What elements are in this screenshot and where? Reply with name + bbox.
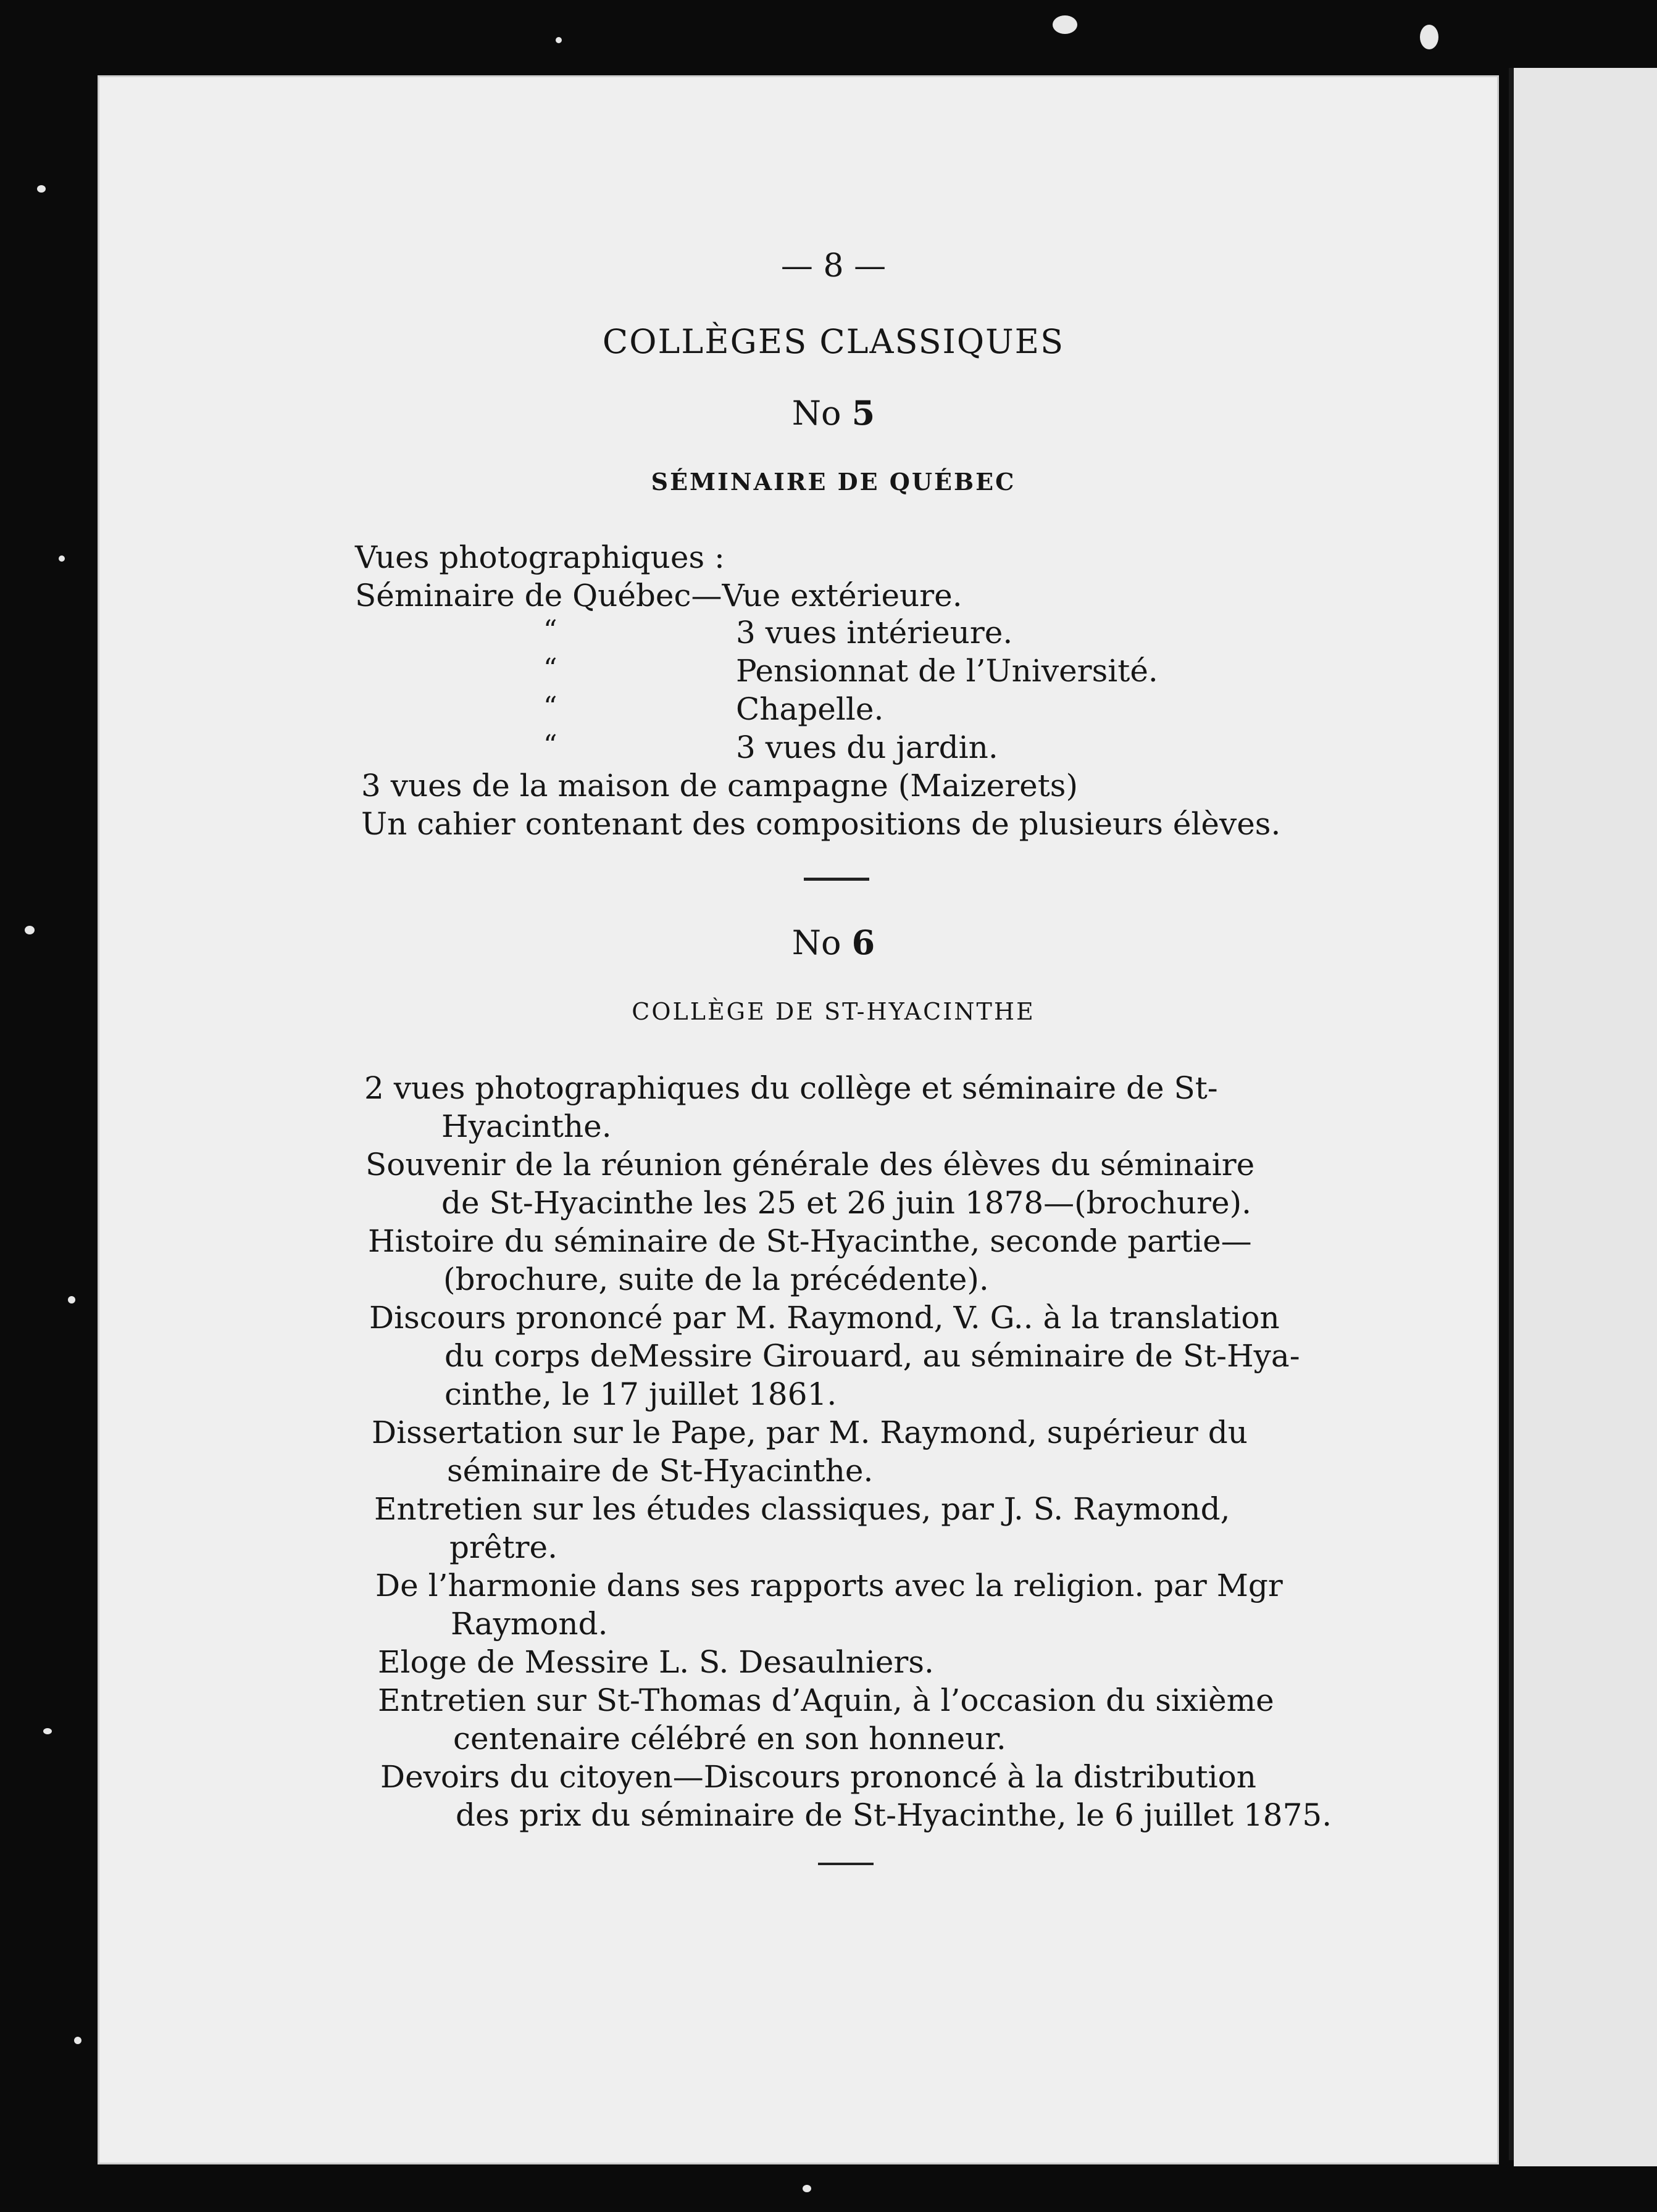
list-line-continuation: centenaire célébré en son honneur. [453, 1721, 1006, 1757]
list-line-continuation: séminaire de St-Hyacinthe. [447, 1453, 874, 1489]
list-line: Pensionnat de l’Université. [736, 653, 1158, 689]
list-line-continuation: cinthe, le 17 juillet 1861. [445, 1376, 837, 1412]
list-line: Vues photographiques : [355, 539, 725, 575]
list-line: Entretien sur St-Thomas d’Aquin, à l’occasion du sixième [378, 1682, 1274, 1718]
entry-number-value: 6 [851, 923, 875, 962]
section-title: COLLÈGES CLASSIQUES [602, 322, 1065, 361]
adjacent-page [1514, 68, 1657, 2166]
list-line-continuation: (brochure, suite de la précédente). [443, 1262, 989, 1297]
list-line: Un cahier contenant des compositions de plusieurs élèves. [361, 806, 1281, 842]
list-line-continuation: des prix du séminaire de St-Hyacinthe, le 6 juillet 1875. [456, 1797, 1332, 1833]
list-line: Devoirs du citoyen—Discours prononcé à la distribution [380, 1759, 1256, 1795]
list-line: 3 vues de la maison de campagne (Maizerets) [361, 768, 1078, 804]
list-line: 3 vues intérieure. [736, 615, 1013, 651]
list-line-continuation: Hyacinthe. [441, 1108, 612, 1144]
entry-number-6 [309, 923, 1358, 962]
ditto-mark: “ [543, 615, 557, 646]
dust-speck [803, 2185, 811, 2192]
list-line: 3 vues du jardin. [736, 730, 998, 765]
dust-speck [25, 926, 35, 934]
dust-speck [68, 1296, 75, 1304]
ditto-mark: “ [543, 691, 557, 723]
dust-speck [1053, 15, 1077, 34]
dust-speck [556, 37, 562, 43]
dust-speck [37, 185, 46, 193]
list-line: Chapelle. [736, 691, 884, 727]
page-number: — 8 — [780, 247, 887, 285]
ditto-mark: “ [543, 653, 557, 684]
page-spine-edge [1509, 68, 1514, 2160]
list-line: Eloge de Messire L. S. Desaulniers. [378, 1644, 934, 1680]
entry-number-prefix: No [791, 394, 841, 433]
dust-speck [74, 2037, 81, 2044]
list-line-continuation: de St-Hyacinthe les 25 et 26 juin 1878—(brochure). [441, 1185, 1251, 1221]
end-divider [818, 1863, 874, 1865]
list-line: Souvenir de la réunion générale des élèves du séminaire [365, 1147, 1255, 1183]
list-line: 2 vues photographiques du collège et séminaire de St- [364, 1070, 1218, 1106]
list-line-continuation: du corps deMessire Girouard, au séminaire de St-Hya- [445, 1338, 1300, 1374]
institution-name-st-hyacinthe: COLLÈGE DE ST-HYACINTHE [632, 998, 1035, 1025]
dust-speck [43, 1728, 52, 1734]
entry-number-value: 5 [851, 393, 875, 433]
list-line: Séminaire de Québec—Vue extérieure. [355, 578, 962, 613]
dust-speck [1420, 25, 1438, 49]
list-line: De l’harmonie dans ses rapports avec la religion. par Mgr [375, 1568, 1283, 1603]
dust-speck [59, 555, 65, 562]
list-line-continuation: Raymond. [451, 1606, 608, 1642]
document-page [98, 75, 1499, 2164]
ditto-mark: “ [543, 730, 557, 761]
list-line: Entretien sur les études classiques, par J. S. Raymond, [374, 1491, 1230, 1527]
entry-number-5 [309, 393, 1358, 433]
section-divider [804, 878, 869, 881]
list-line: Discours prononcé par M. Raymond, V. G.. à la translation [369, 1300, 1280, 1336]
institution-name-quebec: SÉMINAIRE DE QUÉBEC [651, 468, 1016, 496]
list-line-continuation: prêtre. [449, 1529, 557, 1565]
list-line: Dissertation sur le Pape, par M. Raymond, supérieur du [372, 1415, 1248, 1450]
entry-number-prefix: No [791, 923, 841, 962]
list-line: Histoire du séminaire de St-Hyacinthe, seconde partie— [368, 1223, 1252, 1259]
